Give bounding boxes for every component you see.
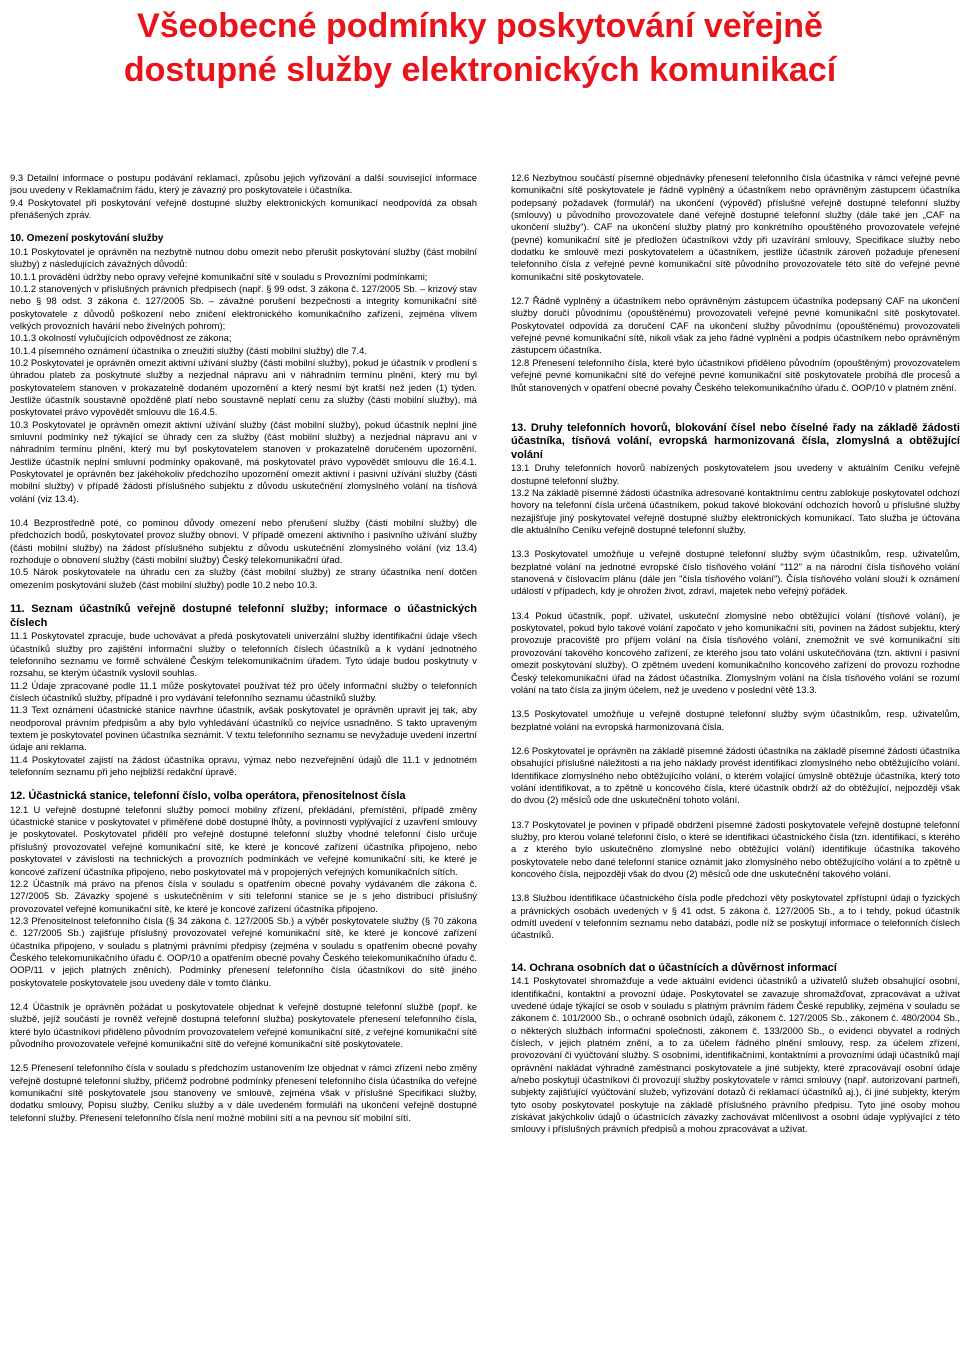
paragraph-10-3: 10.3 Poskytovatel je oprávněn omezit aktivní užívání služby (část mobilní služby), pokud účastník neplní jiné smluvní podmínky než týkající se úhrady cen za služby (část mobilní služby) a nezjednal nápravu ani v náhradním termínu plnění, který mu byl poskytovatelem stanoven v prokazatelně doručeném upozornění. Jestliže účastník neplní smluvní podmínky opakovaně, má poskytovatel právo vypovědět smlouvu dle 16.4.1. Poskytovatel je oprávněn bez jakéhokoliv předchozího upozornění omezit aktivní i pasivní užívání služby (části mobilní služby) v případě žádosti příslušného subjektu z důvodu uskutečnění zlomyslného volání na tísňová volání (viz 13.4). [10,418,477,504]
paragraph-13-2: 13.2 Na základě písemné žádosti účastníka adresované kontaktnímu centru zablokuje poskytovatel odchozí hovory na telefonní čísla určená účastníkem, pokud takové blokování odchozích hovorů u příslušné služby nezajišťuje jiný poskytovatel veřejně dostupné služby elektronických komunikací. Tato služba je účtována dle aktuálního Ceníku veřejně dostupné telefonní služby. [511,487,960,536]
paragraph-12-5: 12.5 Přenesení telefonního čísla v souladu s předchozím ustanovením lze objednat v rámci zřízení nebo změny veřejně dostupné telefonní služby, přičemž podrobné podmínky přenesení telefonního čísla účastníka do veřejné komunikační sítě poskytovatele jsou stanoveny ve smlouvě, zejména však v příslušné Specifikaci služby, dodatku smlouvy, Popisu služby, Ceníku služby a v dále uvedeném formuláři na ukončení veřejně dostupné telefonní služby. Přenesení telefonního čísla není možné mobilní sítí a na pevnou síť mobilní sítí. [10,1062,477,1123]
paragraph-13-4: 13.4 Pokud účastník, popř. uživatel, uskuteční zlomyslné nebo obtěžující volání (tísňové volání), je poskytovatel, pokud bylo takové volání započato v jeho komunikační síti, povinen na žádost subjektu, který provozuje pracoviště pro příjem volání na čísla tísňového volání, znemožnit ve své komunikační síti provozování takového koncového zařízení, ze kterého jsou tato volání uskutečňována (tzn. aktivní i pasivní omezit poskytování služby). O zpětném uvedení komunikačního koncového zařízení do provozu rozhodne Český telekomunikační úřad na žádost účastníka. Zlomyslným volání na čísla tísňového volání se rozumí volání na tato čísla za jiným účelem, než je uvedeno v poslední větě 13.3. [511,609,960,695]
paragraph-12-2: 12.2 Účastník má právo na přenos čísla v souladu s opatřením obecné povahy vydávaném dle zákona č. 127/2005 Sb. Závazky spojené s uskutečněním v síti telefonní stanice se je s jeho distribucí příslušný provozovatel veřejné komunikační sítě, ke které je koncové zařízení účastníka připojeno. [10,877,477,914]
paragraph-11-2: 11.2 Údaje zpracované podle 11.1 může poskytovatel používat též pro účely informační služby o telefonních číslech účastníků služby, případně i pro vydávání telefonního seznamu účastníků služby. [10,679,477,703]
paragraph-11-1: 11.1 Poskytovatel zpracuje, bude uchovávat a předá poskytovateli univerzální služby identifikační údaje všech účastníků služby pro zajištění informační služby o telefonních číslech účastníků a k vydání jednotného telefonního seznamu ve formě schválené Českým telekomunikačním úřadem. Tyto údaje budou poskytnuty v rozsahu, se kterým účastník vyslovil souhlas. [10,630,477,679]
paragraph-10-1-2: 10.1.2 stanovených v příslušných právních předpisech (např. § 99 odst. 3 zákona č. 127/2005 Sb. – krizový stav nebo § 98 odst. 3 zákona č. 127/2005 Sb. – závažné porušení bezpečnosti a integrity komunikační sítě poskytovatele z důvodů poškození nebo zničení elektronického komunikačního zařízení, zejména vlivem velkých provozních havárií nebo živelných pohrom); [10,282,477,331]
paragraph-10-1-4: 10.1.4 písemného oznámení účastníka o zneužití služby (části mobilní služby) dle 7.4. [10,344,367,356]
paragraph-12-8: 12.8 Přenesení telefonního čísla, které bylo účastníkovi přiděleno původním (opouštěným) provozovatelem veřejné pevné komunikační sítě do veřejné pevné komunikační sítě poskytovatele probíhá dle procesů a lhůt stanovených v opatření obecné povahy Českého telekomunikačního úřadu č. OOP/10 v platném znění. [511,356,960,393]
paragraph-10-4: 10.4 Bezprostředně poté, co pominou důvody omezení nebo přerušení služby (části mobilní služby) dle předchozích bodů, poskytovatel provoz služby obnoví. V případě omezení aktivního i pasivního užívání služby (části mobilní služby) na žádost příslušného subjektu z důvodu uskutečnění zlomyslného volání (viz 13.4) rozhoduje o obnovení služby (části mobilní služby) Český telekomunikační úřad. [10,517,477,566]
paragraph-13-5: 13.5 Poskytovatel umožňuje u veřejně dostupné telefonní služby svým účastníkům, resp. uživatelům, bezplatné volání na evropská harmonizovaná čísla. [511,708,960,732]
right-column [511,172,960,1136]
paragraph-12-7: 12.7 Řádně vyplněný a účastníkem nebo oprávněným zástupcem účastníka podepsaný CAF na ukončení služby doručí původnímu (opouštěnému) provozovateli veřejné pevné komunikační sítě poskytovatel. Poskytovatel odpovídá za doručení CAF na ukončení služby původnímu (opouštěnému) provozovateli veřejné pevné komunikační sítě, nikoli však za jeho řádné vyplnění a podpis účastníkem nebo oprávněným zástupcem účastníka. [511,295,960,356]
paragraph-10-1: 10.1 Poskytovatel je oprávněn na nezbytně nutnou dobu omezit nebo přerušit poskytování služby (část mobilní služby) z následujících závažných důvodů: [10,245,477,270]
paragraph-9-4: 9.4 Poskytovatel při poskytování veřejně dostupné služby elektronických komunikací neodpovídá za obsah přenášených zpráv. [10,196,477,221]
paragraph-12-4: 12.4 Účastník je oprávněn požádat u poskytovatele objednat k veřejně dostupné telefonní službě (popř. ke službě, jejíž součástí je rovněž veřejně dostupná telefonní služba) poskytovatele přenesení telefonního čísla, které bylo účastníkovi přiděleno původním provozovatelem veřejné komunikační sítě, z veřejné komunikační sítě původního provozovatele veřejné komunikační sítě do veřejné komunikační sítě poskytovatele. [10,1000,477,1049]
paragraph-10-2: 10.2 Poskytovatel je oprávněn omezit aktivní užívání služby (části mobilní služby), pokud je účastník v prodlení s úhradou plateb za poskytnuté služby a nezjednal nápravu ani v náhradním termínu plnění, který mu byl poskytovatelem stanoven v prokazatelně dodaném upozornění a který nesmí být kratší než jeden (1) týden. Jestliže účastník soustavně opožděně platí nebo soustavně neplatí cenu za služby (části mobilní služby), má poskytovatel právo vypovědět smlouvu dle 16.4.5. [10,356,477,418]
document-title [0,4,960,92]
paragraph-11-4: 11.4 Poskytovatel zajistí na žádost účastníka opravu, výmaz nebo nezveřejnění údajů dle 11.1 v jednotném telefonním seznamu při jeho nejbližší redakční úpravě. [10,753,477,777]
paragraph-10-1-1: 10.1.1 provádění údržby nebo opravy veřejné komunikační sítě v souladu s Provozními podmínkami; [10,270,428,282]
heading-section-11: 11. Seznam účastníků veřejně dostupné telefonní služby; informace o účastnických číslech [10,603,477,629]
paragraph-13-3: 13.3 Poskytovatel umožňuje u veřejně dostupné telefonní služby svým účastníkům, resp. uživatelům, bezplatné volání na jednotné evropské číslo tísňového volání "112" a na národní čísla tísňového volání stanovená v číslovacím plánu (dále jen "čísla tísňového volání"). Čísla tísňového volání slouží k oznámení událostí v případech, kdy je ohrožen život, zdraví, majetek nebo veřejný pořádek. [511,548,960,597]
paragraph-13-7: 13.7 Poskytovatel je povinen v případě obdržení písemné žádosti poskytovatele veřejně dostupné telefonní služby, pro kterou volané telefonní číslo, o které se identifikaci účastnického čísla (tzn. identifikaci, s kterého a z kterého bylo uskutečněno zlomyslné nebo obtěžující volání) identifikuje účastníka takového poskytovatele nebo dané telefonní stanice oznámit jako zlomyslného nebo obtěžujícího volání a to zpětně u koncového čísla, nejpozději však do dvou (2) měsíců ode dne uskutečnění takového volání. [511,818,960,879]
heading-section-10: 10. Omezení poskytování služby [10,233,164,245]
paragraph-9-3: 9.3 Detailní informace o postupu podávání reklamací, způsobu jejich vyřizování a další související informace jsou uvedeny v Reklamačním řádu, který je závazný pro poskytovatele i účastníka. [10,172,477,196]
paragraph-10-5: 10.5 Nárok poskytovatele na úhradu cen za služby (část mobilní služby) ze strany účastníka není dotčen omezením poskytování služeb (část mobilní služby) podle 10.2 nebo 10.3. [10,566,477,590]
paragraph-13-8: 13.8 Službou identifikace účastnického čísla podle předchozí věty poskytovatel zpřístupní údaji o fyzických a právnických osobách uvedených v § 41 odst. 5 zákona č. 127/2005 Sb., a to i tehdy, pokud účastník odmítl uvedení v telefonním seznamu nebo databázi, podle níž se poskytují informace o telefonních číslech účastníků. [511,892,960,941]
paragraph-10-1-3: 10.1.3 okolností vylučujících odpovědnost ze zákona; [10,332,232,344]
paragraph-12-3: 12.3 Přenositelnost telefonního čísla (§ 34 zákona č. 127/2005 Sb.) a výběr poskytovatele služby (§ 70 zákona č. 127/2005 Sb.) zajišťuje příslušný provozovatel veřejné komunikační sítě, ke které je koncové zařízení účastníka připojeno, v souladu s platnými právními předpisy (zejména v souladu s opatřením obecné povahy Českého telekomunikačního úřadu č. OOP/10 a opatřením obecné povahy Českého telekomunikačního úřadu č. OOP/11 v jejich platných zněních). Podmínky přenesení telefonního čísla účastníkovi do sítě jiného poskytovatele poskytovatele jsou uvedeny dále v tomto článku. [10,914,477,988]
paragraph-13-1: 13.1 Druhy telefonních hovorů nabízených poskytovatelem jsou uvedeny v aktuálním Ceníku veřejně dostupné telefonní služby. [511,462,960,486]
paragraph-12-6: 12.6 Nezbytnou součástí písemné objednávky přenesení telefonního čísla účastníka v rámci veřejné pevné komunikační sítě poskytovatele je řádně vyplněný a účastníkem nebo oprávněným zástupcem účastníka podepsaný požadavek (formulář) na ukončení (výpověď) příslušné veřejně dostupné telefonní služby (smlouvy) u původního provozovatele dané veřejně dostupné telefonní služby (dále také jen „CAF na ukončení služby“). CAF na ukončení služby platný pro konkrétního opouštěného provozovatele veřejné (pevné) komunikační sítě je předložen účastníkovi vždy při uzavírání smlouvy, Specifikace služby nebo dodatku ke smlouvě mezi poskytovatelem a účastníkem, jestliže účastník zároveň požaduje přenesení telefonního čísla z veřejné pevné komunikační sítě původního provozovatele této sítě do veřejné pevné komunikační sítě poskytovatele. [511,172,960,282]
document-title-line-1: Všeobecné podmínky poskytování veřejně [137,7,823,45]
heading-section-12: 12. Účastnická stanice, telefonní číslo, volba operátora, přenositelnost čísla [10,790,406,803]
paragraph-13-6: 12.6 Poskytovatel je oprávněn na základě písemné žádosti účastníka na základě písemné žádosti účastníka obsahující příslušné náležitosti a na jeho náklady provést identifikaci zlomyslného nebo obtěžujícího volání. Identifikace zlomyslného nebo obtěžujícího volání, o kterém volající úmyslně obtěžuje účastníka, který toto volání identifikovat, a to zpětně u koncového čísla, které účastník obdrží až do obtěžující, nejpozději však do dvou (2) měsíců ode dne uskutečnění tohoto volání. [511,744,960,806]
paragraph-12-1: 12.1 U veřejně dostupné telefonní služby pomocí mobilny zřízení, překládání, přemístění, případě změny účastnické stanice v poskytovatel v přiměřené době dostupné lhůty, a povinnosti vyplývající z uzavření smlouvy je poskytovatel. Poskytovatel přidělí pro veřejně dostupné telefonní služby vhodné telefonní číslo určuje příslušný provozovatel veřejné komunikační sítě, ke které je koncové zařízení účastníka připojeno, nebo poskytovatel v závislosti na technických a provozních podmínkách ve veřejné komunikační síti, ke které je koncové zařízení účastníka připojeno, nebo poskytovatel má v propojených veřejných komunikačních sítích. [10,803,477,877]
left-column [10,172,477,1124]
heading-section-13: 13. Druhy telefonních hovorů, blokování čísel nebo číselné řady na základě žádosti účastníka, tísňová volání, evropská harmonizovaná čísla, zlomyslná a obtěžující volání [511,421,960,461]
paragraph-14-1: 14.1 Poskytovatel shromažďuje a vede aktuální evidenci účastníků a uživatelů služeb obsahující osobní, identifikační, kontaktní a provozní údaje. Poskytovatel se zavazuje shromažďovat, zpracovávat a užívat uvedené údaje týkající se osob v souladu s platným právním řádem České republiky, zejména v souladu se zákonem č. 101/2000 Sb., o ochraně osobních údajů, zákonem č. 127/2005 Sb., zákonem č. 480/2004 Sb., o některých službách informační společnosti, zákonem č. 133/2000 Sb., o evidenci obyvatel a rodných číslech, v jejich platném znění, a to za účelem řádného plnění smlouvy, resp. za účelem zřízení, provozování či vyúčtování služby. S osobními, identifikačními, kontaktními a provozními údaji účastníků mají oprávnění nakládat výhradně zaměstnanci poskytovatele a jiné subjekty, které zpracovávají osobní údaje a/nebo poskytují účastníkovi či provozují služby poskytovatele v rámci smlouvy (např. autorizovaní partneři, subjekty zajišťující vyúčtování služeb, vyřizování dotazů či reklamací účastníků aj.), či jiné subjekty, kterým tyto osoby poskytovatel poskytuje na základě příslušného právního předpisu. Tyto jiné osoby mohou získávat jakýchkoliv údajů o účastnících závazky zachovávat mlčenlivost a osobní údaje vyplývající z této smlouvy i příslušných právních předpisů a mohou zpracovávat a užívat. [511,975,960,1135]
document-title-line-2: dostupné služby elektronických komunikací [123,51,837,89]
heading-section-14: 14. Ochrana osobních dat o účastnících a důvěrnost informací [511,961,837,974]
paragraph-11-3: 11.3 Text oznámení účastnické stanice navrhne účastník, avšak poskytovatel je oprávněn upravit jej tak, aby neodporoval právním předpisům a aby bylo vyhledávání účastníků co nejvíce usnadněno. S takto upraveným textem je poskytovatel povinen účastníka seznámit. V textu telefonního seznamu se nevyžaduje uvedení inzertní údaje ani reklama. [10,704,477,753]
